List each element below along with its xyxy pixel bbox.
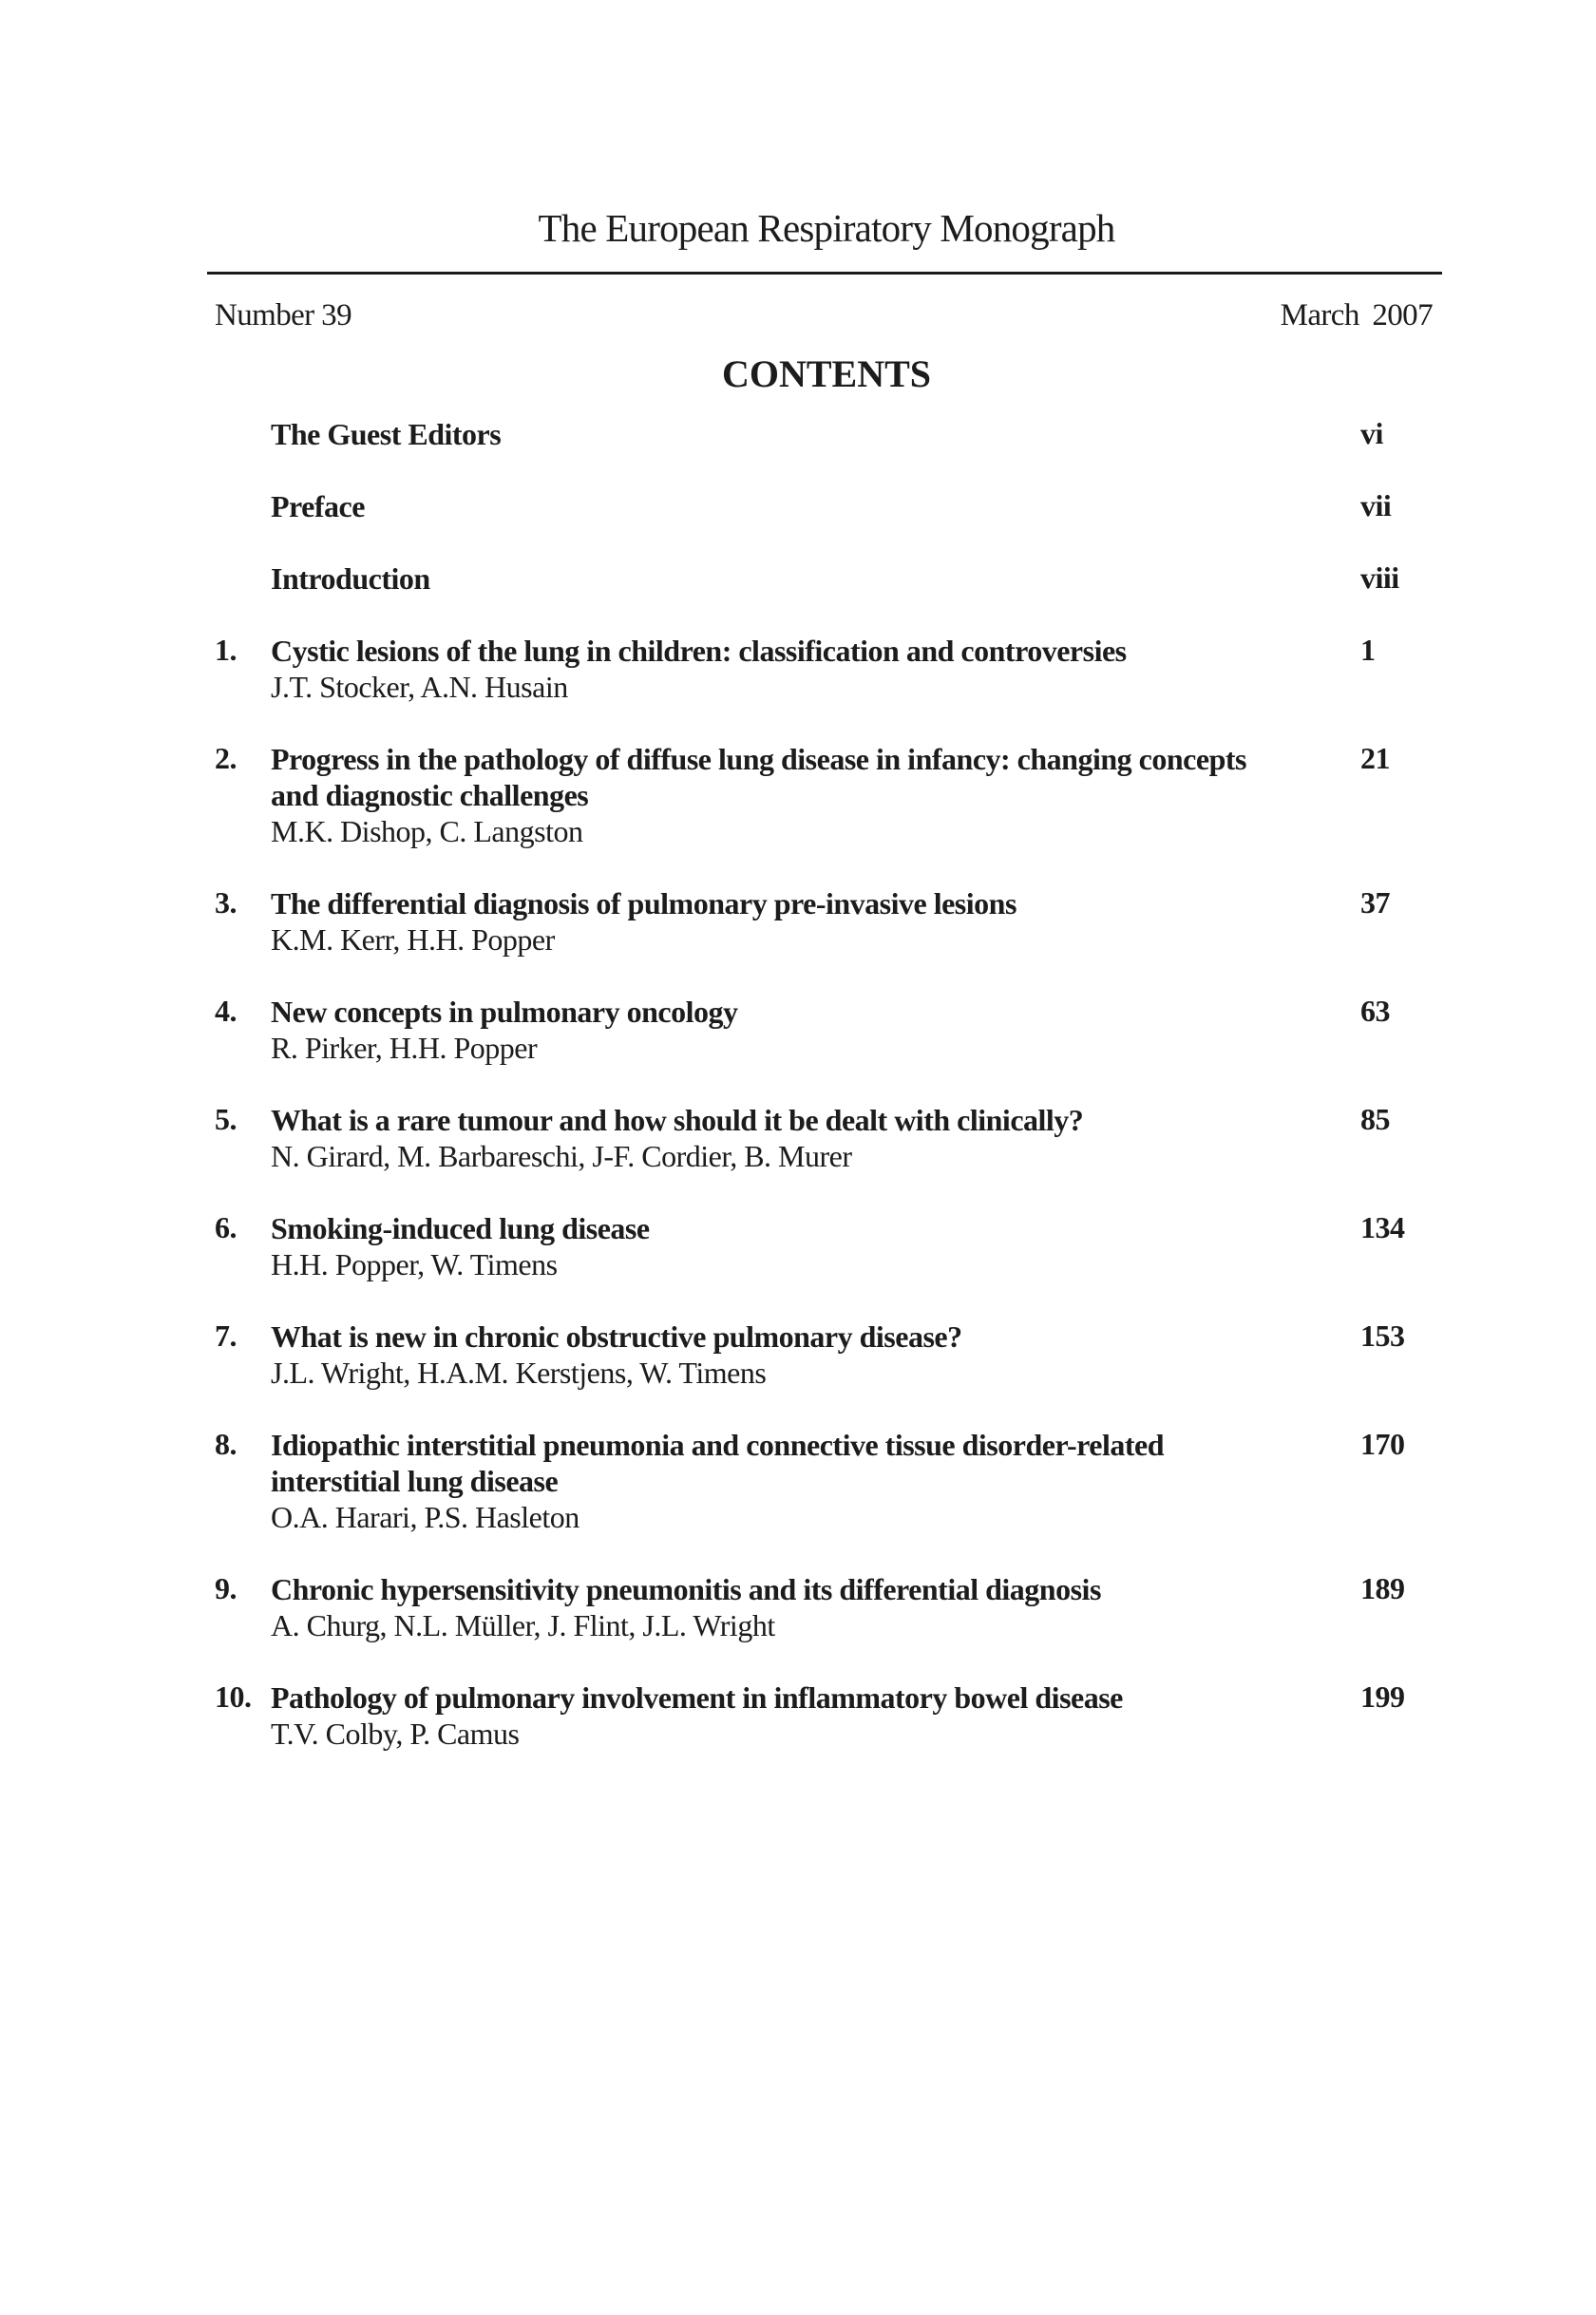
chapter-page: 153 <box>1360 1319 1405 1353</box>
chapter-authors: R. Pirker, H.H. Popper <box>271 1031 538 1065</box>
chapter-title-line-1: Idiopathic interstitial pneumonia and connective tissue disorder-related <box>271 1428 1164 1462</box>
chapter-number: 5. <box>215 1102 237 1136</box>
chapter-authors: J.T. Stocker, A.N. Husain <box>271 670 568 704</box>
chapter-number: 10. <box>215 1679 252 1714</box>
chapter-number: 1. <box>215 633 237 667</box>
chapter-title-line-2: and diagnostic challenges <box>271 778 589 812</box>
chapter-title: The differential diagnosis of pulmonary pre-invasive lesions <box>271 886 1016 920</box>
chapter-number: 2. <box>215 741 237 775</box>
chapter-page: 189 <box>1360 1571 1405 1605</box>
chapter-title-line-2: interstitial lung disease <box>271 1464 559 1498</box>
chapter-number: 7. <box>215 1319 237 1353</box>
chapter-number: 4. <box>215 994 237 1028</box>
chapter-authors: K.M. Kerr, H.H. Popper <box>271 922 555 957</box>
chapter-title: What is a rare tumour and how should it be dealt with clinically? <box>271 1103 1084 1137</box>
journal-title: The European Respiratory Monograph <box>538 206 1115 250</box>
chapter-title: New concepts in pulmonary oncology <box>271 995 738 1029</box>
toc-entry-page: vii <box>1360 488 1392 522</box>
chapter-authors: A. Churg, N.L. Müller, J. Flint, J.L. Wright <box>271 1608 775 1642</box>
contents-heading: CONTENTS <box>721 352 932 395</box>
chapter-page: 170 <box>1360 1427 1405 1461</box>
chapter-title: Pathology of pulmonary involvement in inflammatory bowel disease <box>271 1680 1123 1715</box>
chapter-title: Cystic lesions of the lung in children: classification and controversies <box>271 634 1127 668</box>
chapter-number: 6. <box>215 1210 237 1244</box>
chapter-title: Smoking-induced lung disease <box>271 1211 650 1245</box>
chapter-page: 199 <box>1360 1679 1405 1714</box>
toc-entry-title: The Guest Editors <box>271 417 502 451</box>
chapter-title-line-1: Progress in the pathology of diffuse lung disease in infancy: changing concepts <box>271 742 1246 776</box>
issue-date: March 2007 <box>1280 298 1433 332</box>
chapter-page: 85 <box>1360 1102 1390 1136</box>
chapter-authors: J.L. Wright, H.A.M. Kerstjens, W. Timens <box>271 1356 767 1390</box>
chapter-authors: T.V. Colby, P. Camus <box>271 1717 520 1751</box>
chapter-page: 21 <box>1360 741 1390 775</box>
chapter-page: 63 <box>1360 994 1390 1028</box>
chapter-page: 37 <box>1360 885 1390 920</box>
chapter-title: Chronic hypersensitivity pneumonitis and its differential diagnosis <box>271 1572 1101 1606</box>
chapter-number: 8. <box>215 1427 237 1461</box>
chapter-page: 1 <box>1360 633 1376 667</box>
chapter-page: 134 <box>1360 1210 1405 1244</box>
chapter-authors: N. Girard, M. Barbareschi, J-F. Cordier, B. Murer <box>271 1139 852 1173</box>
issue-number: Number 39 <box>215 298 352 332</box>
toc-entry-page: viii <box>1360 560 1399 595</box>
toc-entry-page: vi <box>1360 416 1383 450</box>
toc-entry-title: Preface <box>271 489 365 523</box>
chapter-title: What is new in chronic obstructive pulmonary disease? <box>271 1319 962 1354</box>
chapter-number: 3. <box>215 885 237 920</box>
toc-entry-title: Introduction <box>271 561 430 596</box>
chapter-authors: H.H. Popper, W. Timens <box>271 1247 558 1281</box>
chapter-authors: M.K. Dishop, C. Langston <box>271 814 583 848</box>
chapter-authors: O.A. Harari, P.S. Hasleton <box>271 1500 580 1534</box>
chapter-number: 9. <box>215 1571 237 1605</box>
